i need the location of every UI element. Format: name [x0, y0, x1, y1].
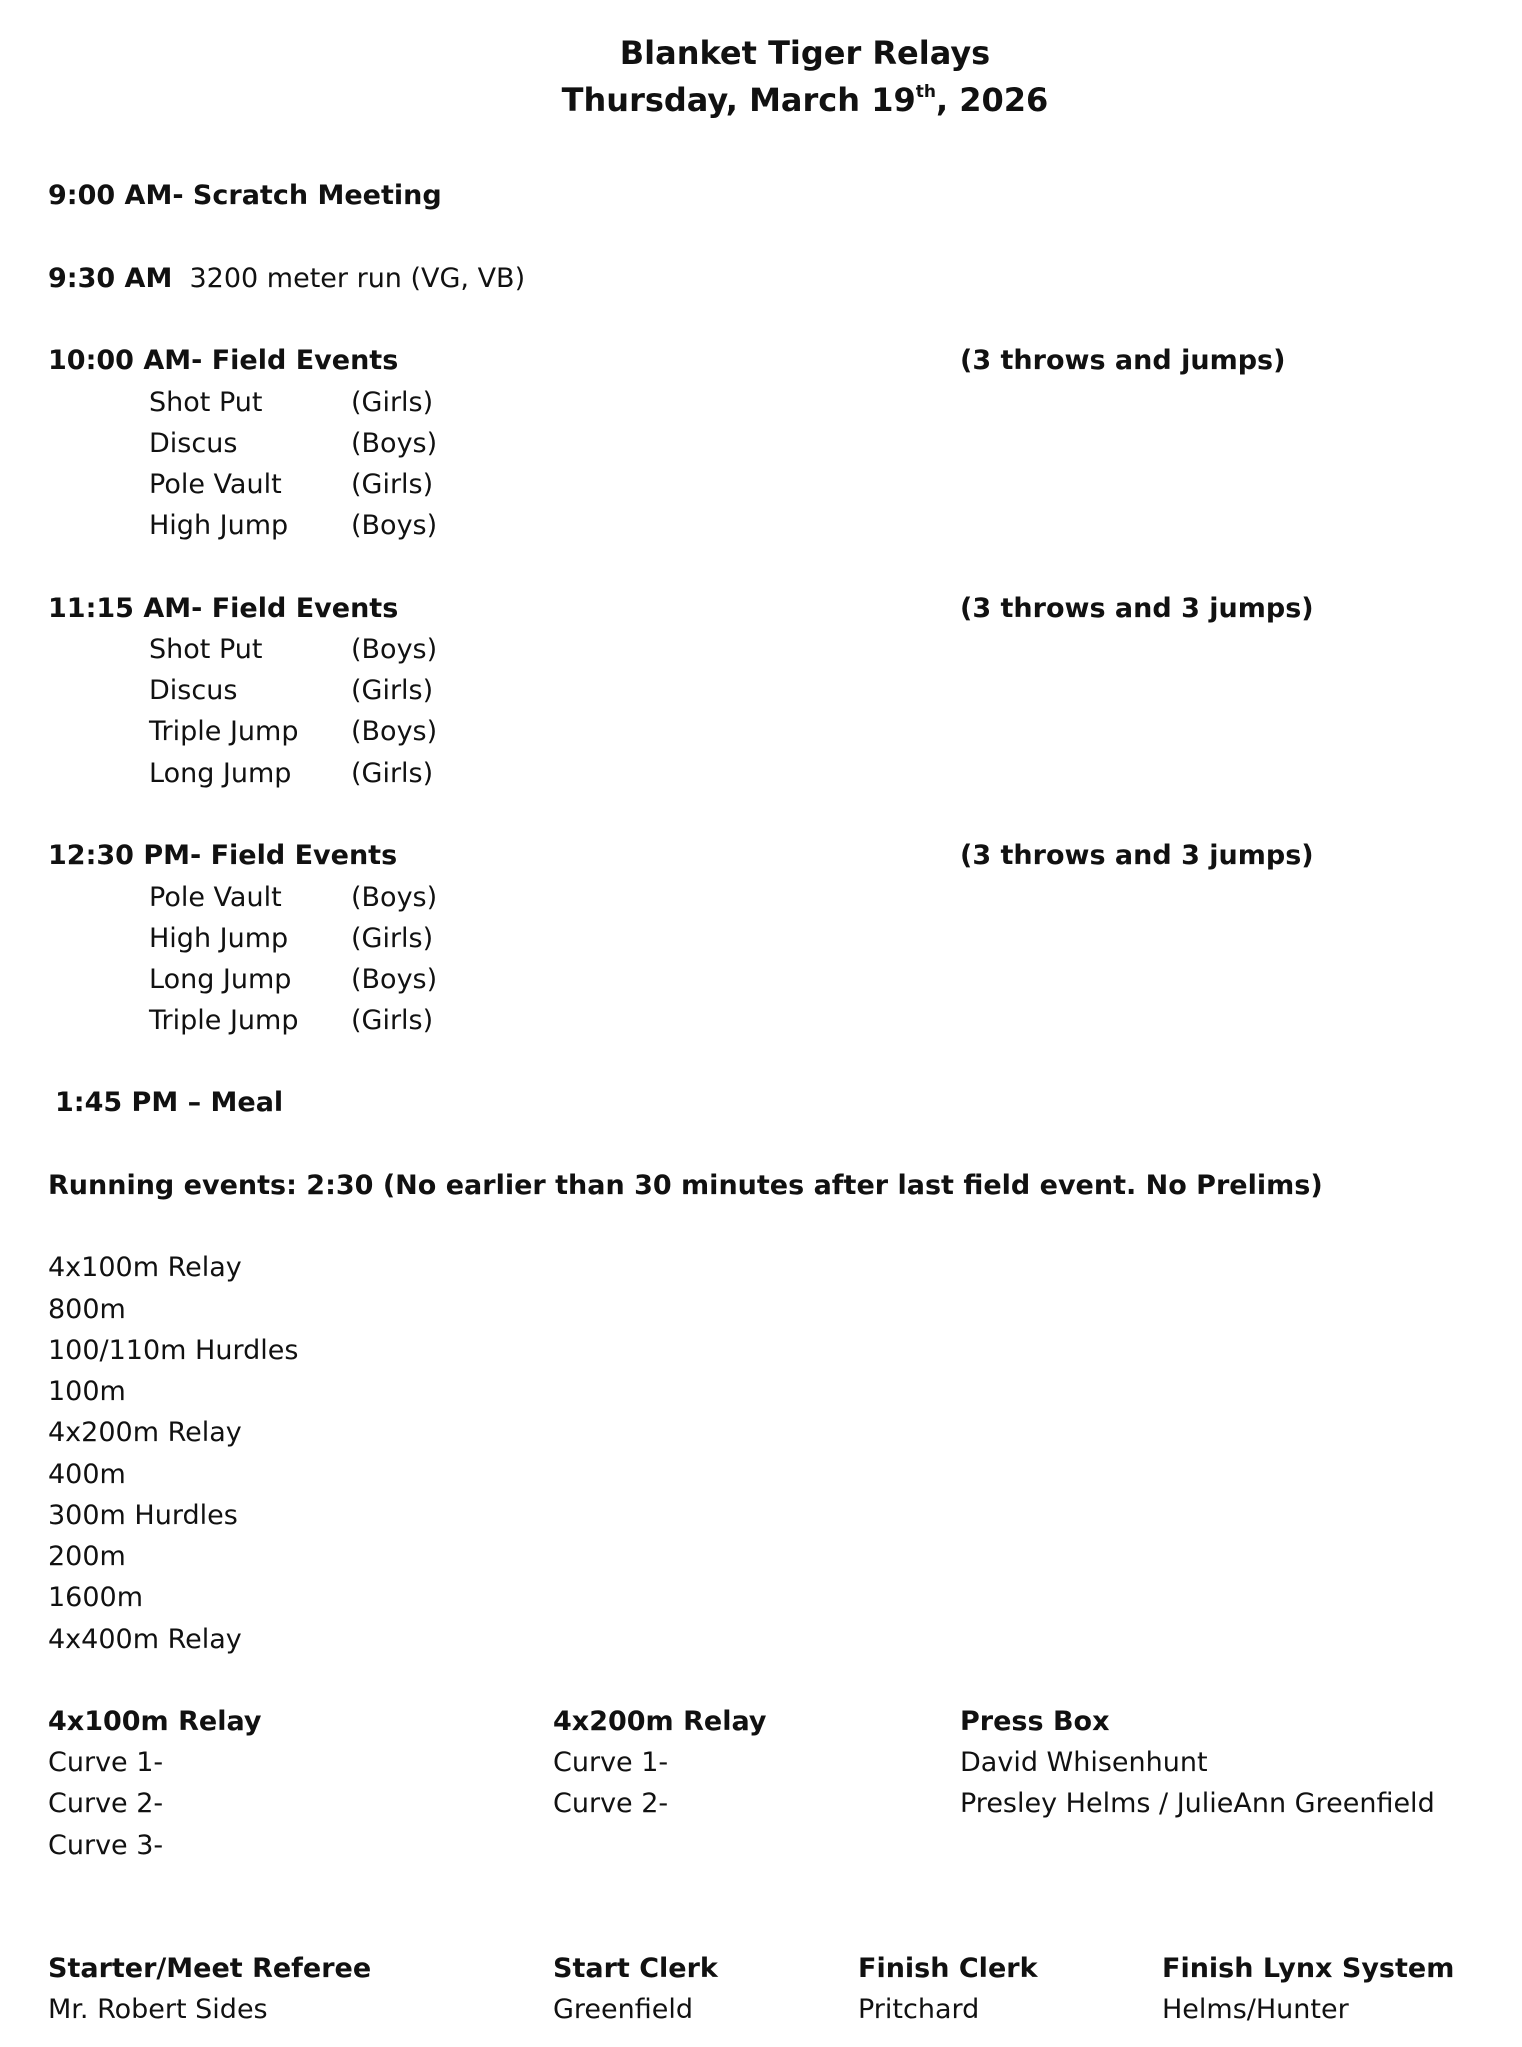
field-event-gender: (Girls) — [351, 387, 434, 418]
field-event-gender: (Boys) — [351, 510, 438, 541]
staff-role: Starter/Meet Referee — [48, 1953, 372, 1984]
field-event-gender: (Girls) — [351, 675, 434, 706]
relay-4x200-line: Curve 1- — [553, 1747, 669, 1778]
scratch-meeting: 9:00 AM- Scratch Meeting — [48, 180, 442, 211]
staff-role: Finish Lynx System — [1162, 1953, 1455, 1984]
field-event-name: Long Jump — [149, 758, 292, 789]
field-event-name: High Jump — [149, 510, 289, 541]
field-event-name: Triple Jump — [149, 1005, 299, 1036]
meet-date — [0, 81, 1522, 119]
running-event: 100m — [48, 1376, 126, 1407]
field-event-name: Discus — [149, 428, 238, 459]
meal-time: 1:45 PM – Meal — [55, 1087, 284, 1118]
running-event: 4x200m Relay — [48, 1417, 242, 1448]
field-event-gender: (Boys) — [351, 882, 438, 913]
relay-4x200-line: Curve 2- — [553, 1788, 669, 1819]
meet-date-year: , 2026 — [935, 81, 1049, 119]
relay-4x100-line: Curve 1- — [48, 1747, 164, 1778]
field-event-gender: (Boys) — [351, 716, 438, 747]
running-event: 1600m — [48, 1582, 144, 1613]
running-event: 200m — [48, 1541, 126, 1572]
field-block-note: (3 throws and 3 jumps) — [960, 840, 1314, 871]
press-box-heading: Press Box — [960, 1706, 1110, 1737]
running-event: 800m — [48, 1294, 126, 1325]
relay-4x200-heading: 4x200m Relay — [553, 1706, 767, 1737]
press-box-line: David Whisenhunt — [960, 1747, 1208, 1778]
field-event-gender: (Girls) — [351, 758, 434, 789]
running-event: 100/110m Hurdles — [48, 1335, 299, 1366]
field-event-gender: (Boys) — [351, 634, 438, 665]
field-block-note: (3 throws and 3 jumps) — [960, 593, 1314, 624]
distance-run-event: 3200 meter run (VG, VB) — [189, 263, 526, 294]
running-event: 4x100m Relay — [48, 1252, 242, 1283]
running-heading: Running events: 2:30 (No earlier than 30 minutes after last field event. No Prelims) — [48, 1170, 1323, 1201]
field-event-name: Triple Jump — [149, 716, 299, 747]
meet-date-ordinal: th — [915, 82, 936, 103]
field-event-name: Pole Vault — [149, 882, 282, 913]
distance-run-time: 9:30 AM — [48, 263, 173, 294]
distance-run — [48, 265, 525, 292]
relay-4x100-line: Curve 2- — [48, 1788, 164, 1819]
field-event-gender: (Girls) — [351, 923, 434, 954]
field-event-name: Discus — [149, 675, 238, 706]
running-event: 4x400m Relay — [48, 1624, 242, 1655]
field-event-name: Shot Put — [149, 634, 263, 665]
staff-name: Greenfield — [553, 1994, 694, 2025]
staff-role: Start Clerk — [553, 1953, 718, 1984]
staff-name: Mr. Robert Sides — [48, 1994, 268, 2025]
field-block-note: (3 throws and jumps) — [960, 345, 1286, 376]
field-event-gender: (Boys) — [351, 428, 438, 459]
press-box-line: Presley Helms / JulieAnn Greenfield — [960, 1788, 1435, 1819]
running-event: 400m — [48, 1459, 126, 1490]
staff-name: Pritchard — [858, 1994, 980, 2025]
field-event-name: Long Jump — [149, 964, 292, 995]
relay-4x100-line: Curve 3- — [48, 1830, 164, 1861]
meet-date-main: Thursday, March 19 — [561, 81, 916, 119]
field-event-gender: (Boys) — [351, 964, 438, 995]
field-block-heading: 12:30 PM- Field Events — [48, 840, 398, 871]
field-block-heading: 11:15 AM- Field Events — [48, 593, 399, 624]
field-event-gender: (Girls) — [351, 1005, 434, 1036]
staff-role: Finish Clerk — [858, 1953, 1038, 1984]
running-event: 300m Hurdles — [48, 1500, 238, 1531]
staff-name: Helms/Hunter — [1162, 1994, 1349, 2025]
page-title: Blanket Tiger Relays — [619, 34, 991, 72]
field-event-name: High Jump — [149, 923, 289, 954]
field-event-name: Shot Put — [149, 387, 263, 418]
field-event-gender: (Girls) — [351, 469, 434, 500]
field-event-name: Pole Vault — [149, 469, 282, 500]
relay-4x100-heading: 4x100m Relay — [48, 1706, 262, 1737]
field-block-heading: 10:00 AM- Field Events — [48, 345, 399, 376]
